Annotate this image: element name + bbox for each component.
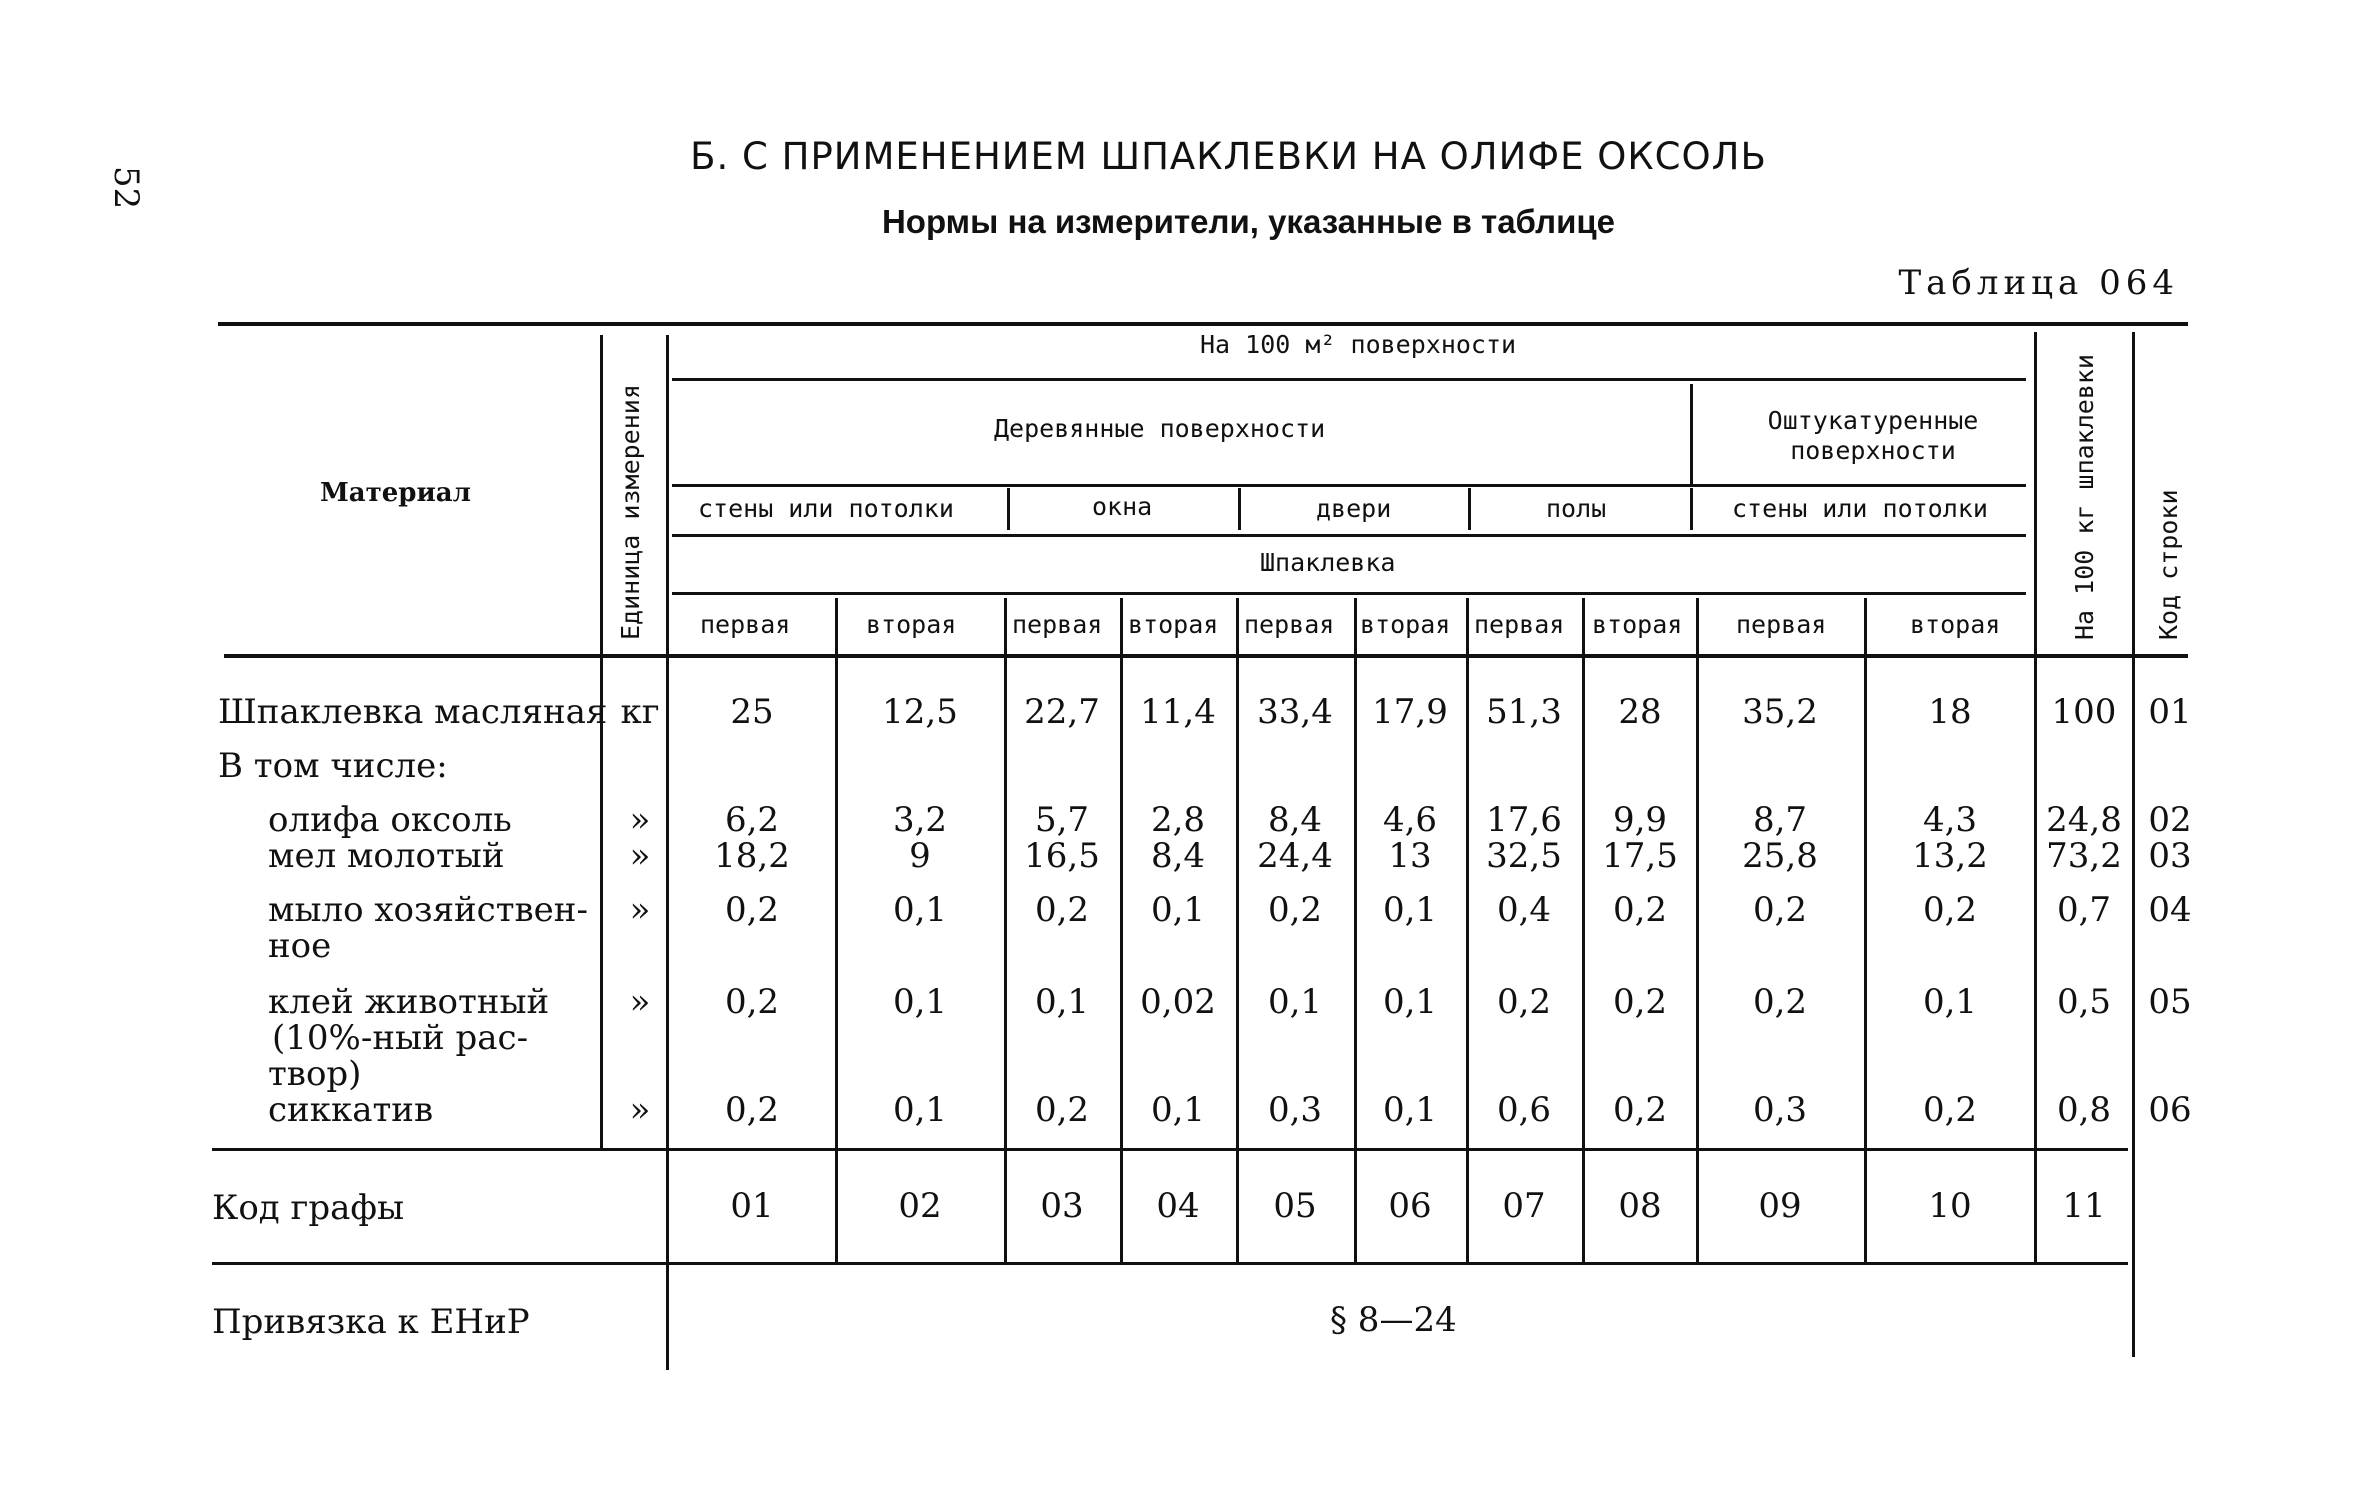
- value-cell: 0,3: [1752, 1090, 1808, 1130]
- value-cell: 100: [2051, 692, 2117, 732]
- header-second-2: вторая: [1128, 610, 1219, 639]
- value-cell: 0,5: [2056, 982, 2112, 1022]
- code-col-left-rule: [2132, 332, 2135, 1357]
- col-divider-9: [1864, 598, 1867, 1262]
- column-code-cell: 11: [2062, 1186, 2106, 1226]
- value-cell: 0,2: [1752, 890, 1808, 930]
- column-code-cell: 06: [1388, 1186, 1432, 1226]
- unit-cell: »: [629, 1090, 651, 1130]
- header-second-1: вторая: [866, 610, 957, 639]
- col-divider-1: [835, 598, 838, 1262]
- row-label: клей животный: [268, 982, 550, 1022]
- unit-cell: »: [629, 800, 651, 840]
- value-cell: 16,5: [1024, 836, 1100, 876]
- header-first-3: первая: [1244, 610, 1335, 639]
- header-rule-subtypes: [672, 534, 2026, 537]
- col-divider-8: [1696, 598, 1699, 1262]
- value-cell: 18,2: [714, 836, 790, 876]
- value-cell: 0,3: [1267, 1090, 1323, 1130]
- row-code-cell: 02: [2148, 800, 2192, 840]
- value-cell: 0,6: [1496, 1090, 1552, 1130]
- value-cell: 9,9: [1612, 800, 1668, 840]
- value-cell: 5,7: [1034, 800, 1090, 840]
- row-code-cell: 05: [2148, 982, 2192, 1022]
- value-cell: 0,2: [1922, 890, 1978, 930]
- section-subtitle: Нормы на измерители, указанные в таблице: [881, 203, 1616, 240]
- column-code-cell: 01: [730, 1186, 774, 1226]
- value-cell: 0,2: [1922, 1090, 1978, 1130]
- col-divider-4: [1236, 598, 1239, 1262]
- value-cell: 24,8: [2046, 800, 2122, 840]
- page-number: 52: [106, 166, 146, 210]
- value-cell: 8,4: [1150, 836, 1206, 876]
- header-rule-per100: [672, 378, 2026, 381]
- column-code-cell: 10: [1928, 1186, 1972, 1226]
- value-cell: 73,2: [2046, 836, 2122, 876]
- value-cell: 0,7: [2056, 890, 2112, 930]
- value-cell: 25,8: [1742, 836, 1818, 876]
- col-divider-6: [1466, 598, 1469, 1262]
- value-cell: 13,2: [1912, 836, 1988, 876]
- value-cell: 4,6: [1382, 800, 1438, 840]
- header-second-5: вторая: [1910, 610, 2001, 639]
- sub-divider-2: [1238, 488, 1241, 530]
- row-code-cell: 03: [2148, 836, 2192, 876]
- value-cell: 0,1: [1267, 982, 1323, 1022]
- col-divider-2: [1004, 598, 1007, 1262]
- column-code-cell: 05: [1273, 1186, 1317, 1226]
- header-wooden: Деревянные поверхности: [994, 414, 1326, 443]
- header-bottom-rule: [224, 654, 2188, 658]
- value-cell: 35,2: [1742, 692, 1818, 732]
- wood-plaster-divider: [1690, 384, 1693, 484]
- row-label: (10%-ный рас-: [272, 1018, 529, 1058]
- header-first-1: первая: [700, 610, 791, 639]
- value-cell: 0,4: [1496, 890, 1552, 930]
- header-plastered: Оштукатуренные поверхности: [1767, 406, 1979, 465]
- row-label: сиккатив: [268, 1090, 434, 1130]
- value-cell: 32,5: [1486, 836, 1562, 876]
- sub-divider-4: [1690, 488, 1693, 530]
- header-first-5: первая: [1736, 610, 1827, 639]
- data-col-left-rule: [666, 335, 669, 1370]
- header-second-3: вторая: [1360, 610, 1451, 639]
- unit-cell: »: [629, 890, 651, 930]
- unit-cell: кг: [620, 692, 660, 732]
- value-cell: 0,1: [892, 1090, 948, 1130]
- value-cell: 17,9: [1372, 692, 1448, 732]
- header-per-100m2: На 100 м² поверхности: [1200, 330, 1517, 359]
- row-label: твор): [268, 1054, 362, 1094]
- value-cell: 0,1: [1382, 982, 1438, 1022]
- header-rule-putty: [672, 592, 2026, 595]
- value-cell: 0,1: [1150, 890, 1206, 930]
- value-cell: 51,3: [1486, 692, 1562, 732]
- unit-col-left-rule: [600, 335, 603, 1148]
- value-cell: 17,5: [1602, 836, 1678, 876]
- value-cell: 0,1: [1922, 982, 1978, 1022]
- value-cell: 22,7: [1024, 692, 1100, 732]
- row-code-cell: 06: [2148, 1090, 2192, 1130]
- value-cell: 0,1: [1150, 1090, 1206, 1130]
- column-code-cell: 04: [1156, 1186, 1200, 1226]
- enir-value: § 8—24: [1330, 1300, 1457, 1340]
- header-first-4: первая: [1474, 610, 1565, 639]
- unit-cell: »: [629, 982, 651, 1022]
- col-divider-5: [1354, 598, 1357, 1262]
- value-cell: 0,2: [1034, 1090, 1090, 1130]
- value-cell: 0,2: [1496, 982, 1552, 1022]
- value-cell: 8,4: [1267, 800, 1323, 840]
- value-cell: 3,2: [892, 800, 948, 840]
- sub-divider-1: [1007, 488, 1010, 530]
- col-divider-7: [1582, 598, 1585, 1262]
- row-label: мыло хозяйствен-: [268, 890, 588, 930]
- header-per-100kg: На 100 кг шпаклевки: [2070, 354, 2099, 640]
- value-cell: 0,2: [1267, 890, 1323, 930]
- value-cell: 4,3: [1922, 800, 1978, 840]
- header-windows: окна: [1092, 492, 1153, 521]
- value-cell: 28: [1618, 692, 1662, 732]
- value-cell: 8,7: [1752, 800, 1808, 840]
- table-top-rule: [218, 322, 2188, 326]
- column-code-cell: 08: [1618, 1186, 1662, 1226]
- table-label: Таблица 064: [1898, 263, 2179, 303]
- column-code-cell: 03: [1040, 1186, 1084, 1226]
- value-cell: 33,4: [1257, 692, 1333, 732]
- row-label: мел молотый: [268, 836, 505, 876]
- header-second-4: вторая: [1592, 610, 1683, 639]
- header-unit: Единица измерения: [616, 384, 645, 640]
- column-codes-label: Код графы: [212, 1188, 405, 1228]
- header-rule-surfaces: [672, 484, 2026, 487]
- row-code-cell: 04: [2148, 890, 2192, 930]
- value-cell: 12,5: [882, 692, 958, 732]
- unit-cell: »: [629, 836, 651, 876]
- value-cell: 0,2: [724, 890, 780, 930]
- header-material: Материал: [320, 478, 471, 508]
- row-code-cell: 01: [2148, 692, 2192, 732]
- column-code-cell: 02: [898, 1186, 942, 1226]
- header-row-code: Код строки: [2154, 489, 2183, 640]
- value-cell: 0,2: [724, 982, 780, 1022]
- value-cell: 11,4: [1140, 692, 1216, 732]
- col-divider-3: [1120, 598, 1123, 1262]
- value-cell: 0,2: [1034, 890, 1090, 930]
- header-putty: Шпаклевка: [1260, 548, 1396, 577]
- value-cell: 2,8: [1150, 800, 1206, 840]
- column-code-cell: 07: [1502, 1186, 1546, 1226]
- row-label: В том числе:: [218, 746, 448, 786]
- row-label: олифа оксоль: [268, 800, 512, 840]
- value-cell: 0,2: [724, 1090, 780, 1130]
- value-cell: 0,1: [1382, 1090, 1438, 1130]
- enir-label: Привязка к ЕНиР: [212, 1302, 530, 1342]
- header-doors: двери: [1316, 494, 1392, 523]
- header-floors: полы: [1546, 494, 1607, 523]
- value-cell: 9: [909, 836, 931, 876]
- value-cell: 17,6: [1486, 800, 1562, 840]
- value-cell: 0,1: [892, 890, 948, 930]
- per100kg-col-left-rule: [2034, 332, 2037, 1262]
- value-cell: 0,2: [1612, 890, 1668, 930]
- header-first-2: первая: [1012, 610, 1103, 639]
- value-cell: 0,1: [1382, 890, 1438, 930]
- sub-divider-3: [1468, 488, 1471, 530]
- value-cell: 0,2: [1612, 982, 1668, 1022]
- row-label: ное: [268, 926, 332, 966]
- value-cell: 0,1: [1034, 982, 1090, 1022]
- value-cell: 0,1: [892, 982, 948, 1022]
- value-cell: 24,4: [1257, 836, 1333, 876]
- header-walls-ceilings: стены или потолки: [698, 494, 954, 523]
- value-cell: 0,02: [1140, 982, 1216, 1022]
- column-code-cell: 09: [1758, 1186, 1802, 1226]
- value-cell: 0,2: [1752, 982, 1808, 1022]
- value-cell: 0,2: [1612, 1090, 1668, 1130]
- value-cell: 18: [1928, 692, 1972, 732]
- header-walls-ceilings-2: стены или потолки: [1732, 494, 1988, 523]
- body-bottom-rule: [212, 1148, 2128, 1151]
- value-cell: 0,8: [2056, 1090, 2112, 1130]
- value-cell: 6,2: [724, 800, 780, 840]
- row-label: Шпаклевка масляная: [218, 692, 608, 732]
- value-cell: 13: [1388, 836, 1432, 876]
- codes-bottom-rule: [212, 1262, 2128, 1265]
- section-title: Б. С ПРИМЕНЕНИЕМ ШПАКЛЕВКИ НА ОЛИФЕ ОКСОЛЬ: [690, 135, 1767, 178]
- value-cell: 25: [730, 692, 774, 732]
